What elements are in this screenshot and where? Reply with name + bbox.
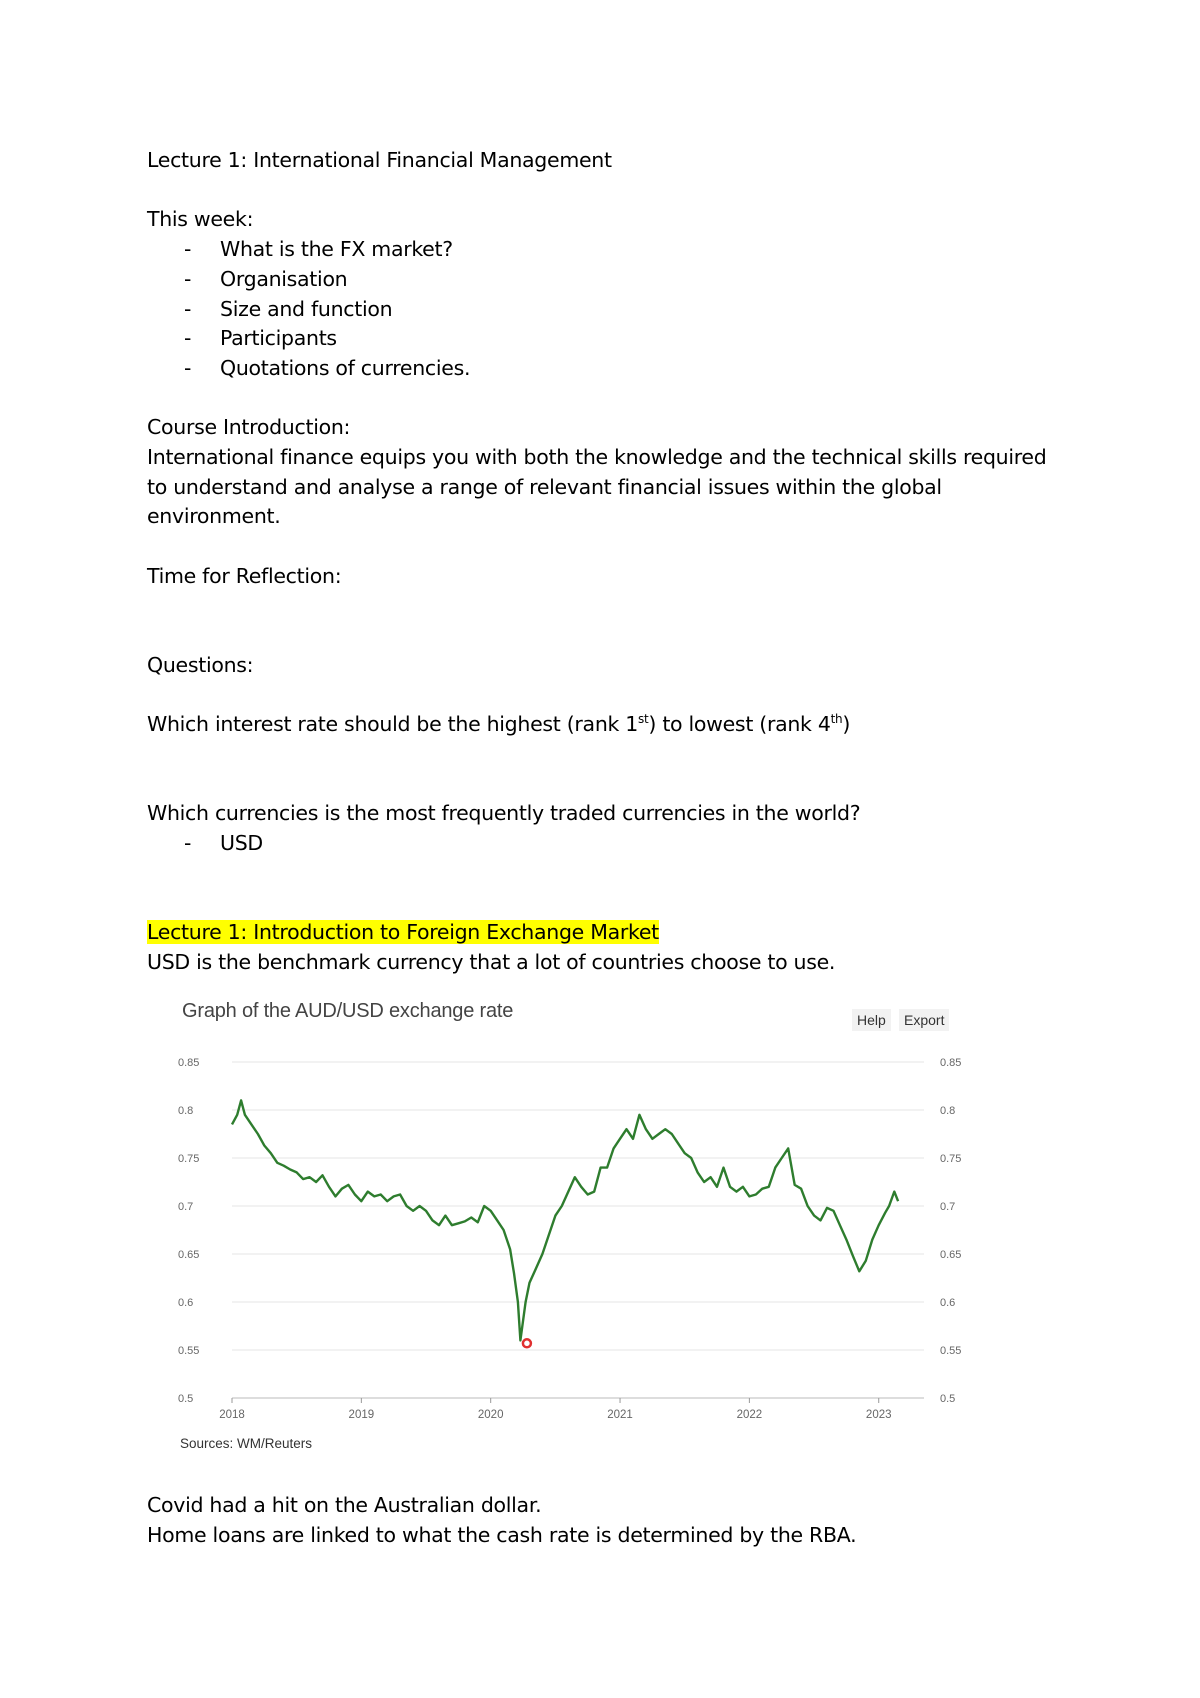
document-body	[147, 146, 1057, 978]
y-tick-label-right: 0.55	[940, 1345, 962, 1357]
y-tick-label-right: 0.6	[940, 1297, 956, 1309]
y-tick-label-right: 0.65	[940, 1249, 962, 1261]
low-point-marker	[523, 1339, 531, 1347]
list-item: - Size and function	[184, 296, 393, 321]
x-tick-label: 2018	[219, 1409, 245, 1421]
x-tick-label: 2023	[865, 1409, 892, 1421]
x-tick-label: 2020	[477, 1409, 504, 1421]
y-tick-label-left: 0.85	[178, 1057, 200, 1069]
list-item: - Participants	[184, 326, 337, 351]
closing-line-1: Covid had a hit on the Australian dollar.	[147, 1493, 542, 1517]
list-item: - What is the FX market?	[184, 237, 453, 262]
y-tick-label-right: 0.85	[940, 1057, 962, 1069]
x-tick-label: 2021	[607, 1409, 633, 1421]
this-week-heading: This week:	[147, 207, 254, 232]
y-tick-label-left: 0.55	[178, 1345, 200, 1357]
y-tick-label-left: 0.6	[178, 1297, 194, 1309]
chart-title: Graph of the AUD/USD exchange rate	[182, 1000, 514, 1022]
course-intro-heading: Course Introduction:	[147, 415, 351, 440]
y-tick-label-left: 0.8	[178, 1105, 194, 1117]
questions-heading: Questions:	[147, 652, 254, 677]
x-tick-label: 2019	[348, 1409, 375, 1421]
export-button[interactable]: Export	[899, 1009, 949, 1031]
y-tick-label-left: 0.5	[178, 1393, 194, 1405]
chart-plot	[172, 996, 992, 1426]
y-tick-label-right: 0.75	[940, 1153, 962, 1165]
question-interest-rate: Which interest rate should be the highest (rank 1st) to lowest (rank 4th)	[147, 712, 851, 737]
section-text: USD is the benchmark currency that a lot of countries choose to use.	[147, 949, 836, 974]
list-item: - Organisation	[184, 266, 348, 291]
closing-line-2: Home loans are linked to what the cash rate is determined by the RBA.	[147, 1522, 857, 1547]
exchange-rate-chart	[172, 996, 992, 1466]
y-tick-label-left: 0.65	[178, 1249, 200, 1261]
y-tick-label-right: 0.7	[940, 1201, 956, 1213]
y-tick-label-left: 0.7	[178, 1201, 194, 1213]
closing-text	[147, 1491, 856, 1550]
help-button[interactable]: Help	[852, 1009, 891, 1031]
section-heading: Lecture 1: Introduction to Foreign Exchange Market	[147, 920, 659, 945]
list-item: - Quotations of currencies.	[184, 355, 471, 380]
chart-source: Sources: WM/Reuters	[180, 1436, 313, 1451]
y-tick-label-right: 0.8	[940, 1105, 956, 1117]
this-week-list	[147, 235, 1057, 384]
reflection-heading: Time for Reflection:	[147, 563, 342, 588]
answer-list	[147, 829, 1057, 859]
x-tick-label: 2022	[736, 1409, 763, 1421]
y-tick-label-right: 0.5	[940, 1393, 956, 1405]
series-line-aud-usd	[232, 1100, 898, 1340]
question-currencies: Which currencies is the most frequently traded currencies in the world?	[147, 801, 861, 826]
list-item: - USD	[184, 831, 263, 856]
course-intro-text: International finance equips you with both the knowledge and the technical skills required to understand and analyse a range of relevant financial issues within the global environment.	[147, 445, 1047, 529]
y-tick-label-left: 0.75	[178, 1153, 200, 1165]
doc-title: Lecture 1: International Financial Management	[147, 148, 612, 172]
